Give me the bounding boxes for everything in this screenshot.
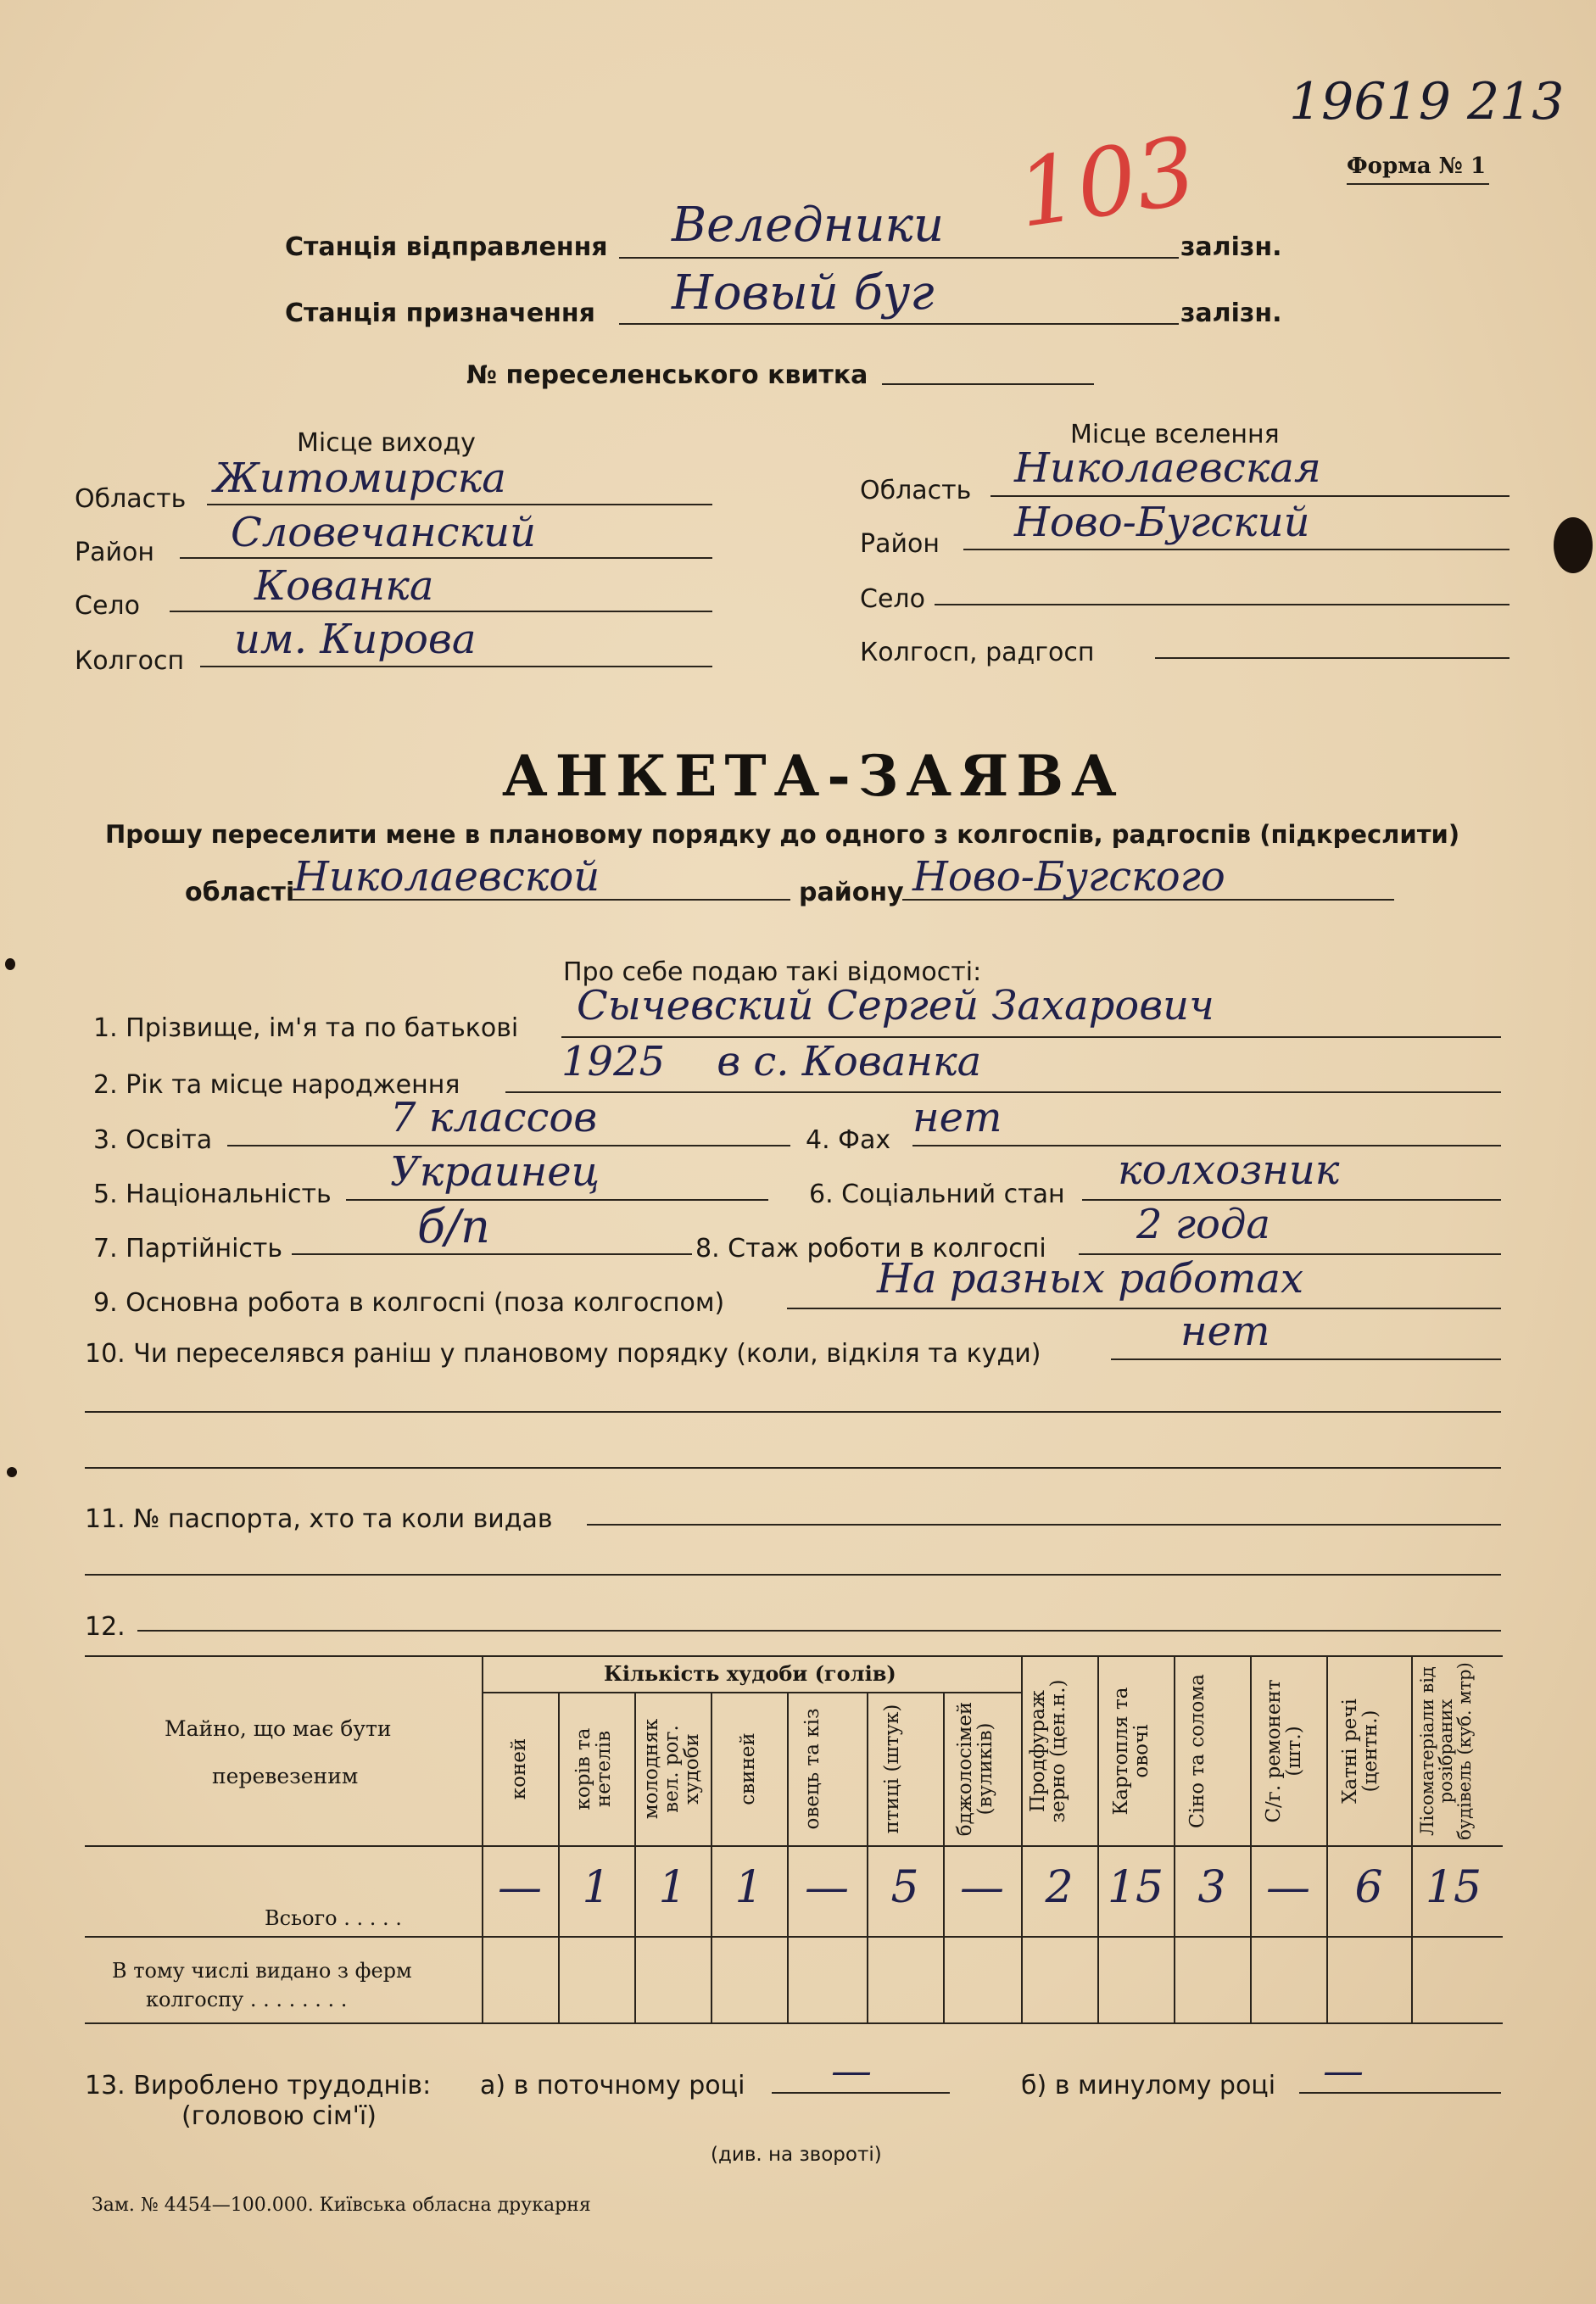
field-12-label: 12. <box>85 1612 126 1642</box>
col-header-bee-colonies: бджолосімей (вуликів) <box>954 1701 997 1837</box>
departure-station-label: Станція відправлення <box>285 232 608 262</box>
origin-oblast-value: Житомирска <box>214 455 506 502</box>
request-oblast-label: області <box>185 878 295 907</box>
destination-raion-label: Район <box>860 529 940 559</box>
field-2-line <box>505 1091 1501 1093</box>
field-5-value: Украинец <box>390 1148 600 1196</box>
form-label: Форма № 1 <box>1347 153 1487 179</box>
info-intro: Про себе подаю такі відомості: <box>563 957 982 987</box>
destination-railway-suffix: залізн. <box>1180 298 1282 328</box>
col-header-cows: корів та нетелів <box>572 1727 616 1810</box>
printer-imprint: Зам. № 4454—100.000. Київська обласна друкарня <box>92 2195 591 2216</box>
document-title: АНКЕТА-ЗАЯВА <box>502 743 1124 809</box>
field-2-value: 1925 в с. Кованка <box>561 1038 982 1085</box>
origin-selo-label: Село <box>75 591 140 621</box>
field-10-label: 10. Чи переселявся раніш у плановому порядку (коли, відкіля та куди) <box>85 1339 1041 1369</box>
table-column-rule <box>482 1655 483 2022</box>
field-6-value: колхозник <box>1118 1146 1340 1194</box>
col-header-young-cattle: молодняк вел. рог. худоби <box>640 1718 704 1820</box>
table-column-rule <box>711 1692 712 2022</box>
table-column-rule <box>787 1692 789 2022</box>
workdays-label: 13. Вироблено трудоднів: <box>85 2071 432 2100</box>
total-value-young-cattle: 1 <box>658 1862 687 1913</box>
archive-number: 19619 213 <box>1289 72 1565 131</box>
field-5-label: 5. Національність <box>93 1180 332 1209</box>
field-6-label: 6. Соціальний стан <box>809 1180 1065 1209</box>
destination-station-label: Станція призначення <box>285 298 595 328</box>
form-label-underline <box>1347 183 1489 185</box>
ink-stain-small <box>5 958 15 970</box>
workdays-past-value: — <box>1323 2047 1364 2095</box>
destination-oblast-line <box>991 495 1510 497</box>
total-value-cows: 1 <box>582 1862 611 1913</box>
table-total-bottom-rule <box>85 1936 1503 1938</box>
field-1-value: Сычевский Сергей Захарович <box>577 982 1214 1029</box>
livestock-header-rule <box>483 1692 1021 1693</box>
request-raion-value: Ново-Бугского <box>912 853 1225 901</box>
table-column-rule <box>1174 1655 1175 2022</box>
ink-stain-small <box>7 1467 17 1477</box>
departure-railway-suffix: залізн. <box>1180 232 1282 262</box>
field-10-value: нет <box>1180 1308 1270 1355</box>
property-header-line1: Майно, що має бути <box>165 1716 392 1741</box>
table-column-rule <box>1326 1655 1328 2022</box>
total-value-bee-colonies: — <box>960 1862 1004 1913</box>
destination-oblast-label: Область <box>860 476 972 505</box>
destination-raion-value: Ново-Бугский <box>1014 499 1310 546</box>
resettlement-ticket-line <box>882 383 1094 385</box>
origin-raion-line <box>180 557 712 559</box>
destination-raion-line <box>963 549 1510 550</box>
workdays-current-value: — <box>831 2047 872 2095</box>
total-value-potatoes: 15 <box>1107 1862 1164 1913</box>
field-9-value: На разных работах <box>877 1255 1304 1303</box>
total-value-household-goods: 6 <box>1354 1862 1383 1913</box>
field-9-line <box>787 1308 1501 1309</box>
total-value-poultry: 5 <box>890 1862 919 1913</box>
origin-heading: Місце виходу <box>297 428 476 458</box>
destination-kolhosp-line <box>1155 657 1510 659</box>
table-column-rule <box>1250 1655 1252 2022</box>
table-column-rule <box>867 1692 868 2022</box>
total-value-farm-inventory: — <box>1266 1862 1310 1913</box>
table-top-rule <box>85 1655 1503 1657</box>
field-3-label: 3. Освіта <box>93 1125 213 1155</box>
field-11-extra-line <box>85 1574 1501 1576</box>
origin-raion-value: Словечанский <box>231 509 536 556</box>
destination-oblast-value: Николаевская <box>1014 444 1321 492</box>
request-oblast-value: Николаевской <box>293 853 600 901</box>
destination-station-value: Новый буг <box>672 265 935 321</box>
col-header-sheep-goats: овець та кіз <box>801 1708 823 1830</box>
workdays-sublabel: (головою сім'ї) <box>181 2101 377 2131</box>
col-header-pigs: свиней <box>737 1732 759 1805</box>
field-9-label: 9. Основна робота в колгоспі (поза колгоспом) <box>93 1288 725 1318</box>
resettlement-ticket-label: № переселенського квитка <box>466 360 868 390</box>
request-text: Прошу переселити мене в плановому порядку до одного з колгоспів, радгоспів (підкреслити) <box>105 820 1460 849</box>
origin-kolhosp-label: Колгосп <box>75 646 185 676</box>
destination-kolhosp-label: Колгосп, радгосп <box>860 638 1095 667</box>
table-column-rule <box>1097 1655 1099 2022</box>
destination-heading: Місце вселення <box>1070 420 1280 449</box>
col-header-farm-inventory: С/г. ремонент (шт.) <box>1263 1679 1306 1823</box>
total-value-timber: 15 <box>1425 1862 1482 1913</box>
livestock-header: Кількість худоби (голів) <box>604 1661 896 1686</box>
field-8-value: 2 года <box>1136 1201 1270 1248</box>
field-10-extra-line <box>85 1467 1501 1469</box>
field-11-label: 11. № паспорта, хто та коли видав <box>85 1504 553 1534</box>
origin-raion-label: Район <box>75 538 154 567</box>
property-header-line2: перевезеним <box>212 1764 359 1788</box>
field-3-value: 7 классов <box>390 1094 598 1141</box>
field-3-line <box>227 1145 790 1146</box>
request-raion-label: району <box>799 878 904 907</box>
field-1-label: 1. Прізвище, ім'я та по батькові <box>93 1013 519 1043</box>
origin-selo-line <box>170 611 712 612</box>
origin-kolhosp-value: им. Кирова <box>234 616 477 663</box>
field-7-value: б/п <box>417 1200 490 1253</box>
issued-row-label-line2: колгоспу . . . . . . . . <box>146 1988 348 2011</box>
workdays-current-label: а) в поточному році <box>480 2071 745 2100</box>
field-5-line <box>346 1199 768 1201</box>
table-column-rule <box>943 1692 945 2022</box>
col-header-household-goods: Хатні речі (центн.) <box>1339 1699 1382 1804</box>
field-11-line <box>587 1524 1501 1526</box>
table-bottom-rule <box>85 2022 1503 2024</box>
field-4-label: 4. Фах <box>806 1125 891 1155</box>
origin-oblast-label: Область <box>75 484 187 514</box>
origin-selo-value: Кованка <box>254 562 434 610</box>
field-10-extra-line <box>85 1411 1501 1413</box>
ink-stain <box>1554 517 1593 573</box>
departure-station-value: Веледники <box>672 198 945 253</box>
origin-kolhosp-line <box>200 666 712 667</box>
table-header-bottom-rule <box>85 1845 1503 1847</box>
total-row-label: Всього . . . . . <box>265 1906 402 1930</box>
total-value-pigs: 1 <box>734 1862 763 1913</box>
col-header-horses: коней <box>508 1738 530 1800</box>
red-archive-mark: 103 <box>1011 116 1203 248</box>
col-header-timber: Лісоматеріали від розібраних будівель (куб. мтр) <box>1417 1662 1476 1840</box>
field-4-value: нет <box>912 1094 1002 1141</box>
col-header-grain-fodder: Продфураж зерно (цен.н.) <box>1027 1679 1070 1823</box>
col-header-potatoes: Картопля та овочі <box>1110 1687 1153 1816</box>
origin-oblast-line <box>207 504 712 505</box>
see-reverse-note: (див. на звороті) <box>711 2144 882 2166</box>
field-7-line <box>292 1253 692 1255</box>
total-value-horses: — <box>498 1862 542 1913</box>
workdays-past-label: б) в минулому році <box>1021 2071 1276 2100</box>
issued-row-label-line1: В тому числі видано з ферм <box>112 1959 412 1983</box>
field-8-label: 8. Стаж роботи в колгоспі <box>695 1234 1046 1264</box>
destination-station-line <box>619 323 1179 325</box>
field-10-line <box>1111 1358 1501 1360</box>
destination-selo-line <box>935 604 1510 605</box>
destination-selo-label: Село <box>860 584 925 614</box>
total-value-sheep-goats: — <box>805 1862 849 1913</box>
table-column-rule <box>1021 1655 1023 2022</box>
field-12-line <box>137 1630 1501 1632</box>
departure-station-line <box>619 257 1179 259</box>
total-value-grain-fodder: 2 <box>1045 1862 1074 1913</box>
table-column-rule <box>634 1692 636 2022</box>
field-2-label: 2. Рік та місце народження <box>93 1070 460 1100</box>
field-7-label: 7. Партійність <box>93 1234 283 1264</box>
total-value-hay-straw: 3 <box>1197 1862 1226 1913</box>
col-header-poultry: птиці (штук) <box>881 1704 903 1834</box>
table-column-rule <box>1411 1655 1413 2022</box>
col-header-hay-straw: Сіно та солома <box>1186 1674 1208 1828</box>
table-column-rule <box>558 1692 560 2022</box>
